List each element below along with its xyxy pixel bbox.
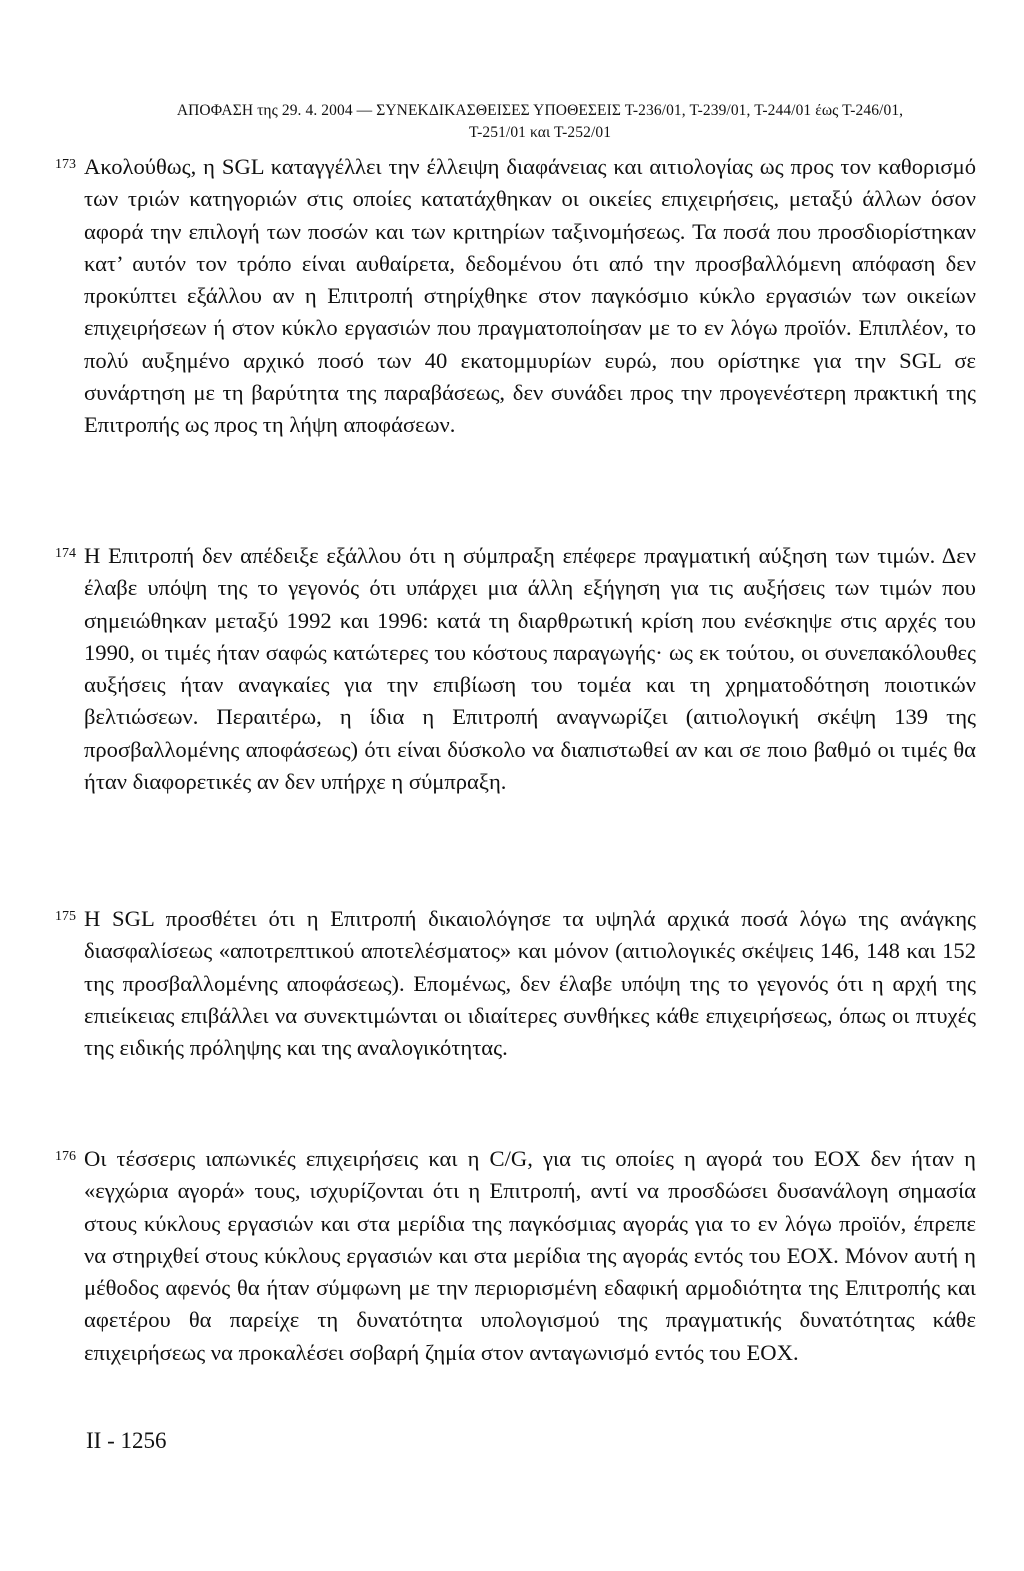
header-line-2: Τ-251/01 και Τ-252/01 (468, 124, 612, 141)
paragraph-text: Η Επιτροπή δεν απέδειξε εξάλλου ότι η σύμπραξη επέφερε πραγματική αύξηση των τιμών. Δεν έλαβε υπόψη της το γεγονός ότι υπάρχει μια άλλη εξήγηση για τις αυξήσεις των τιμών που σημειώθηκαν μεταξύ 1992 και 1996: κατά τη διαρθρωτική κρίση που ενέσκηψε στις αρχές του 1990, οι τιμές ήταν σαφώς κατώτερες του κόστους παραγωγής· ως εκ τούτου, οι συνεπακόλουθες αυξήσεις ήταν αναγκαίες για την επιβίωση του τομέα και τη χρηματοδότηση ποιοτικών βελτιώσεων. Περαιτέρω, η ίδια η Επιτροπή αναγνωρίζει (αιτιολογική σκέψη 139 της προσβαλλομένης αποφάσεως) ότι είναι δύσκολο να διαπιστωθεί αν και σε ποιο βαθμό οι τιμές θα ήταν διαφορετικές αν δεν υπήρχε η σύμπραξη. (84, 543, 976, 795)
paragraph-text: Ακολούθως, η SGL καταγγέλλει την έλλειψη διαφάνειας και αιτιολογίας ως προς τον καθορισμό των τριών κατηγοριών στις οποίες κατατάχθηκαν οι οικείες επιχειρήσεις, μεταξύ άλλων όσον αφορά την επιλογή των ποσών και των κριτηρίων ταξινομήσεως. Τα ποσά που προσδιορίστηκαν κατ’ αυτόν τον τρόπο είναι αυθαίρετα, δεδομένου ότι από την προσβαλλόμενη απόφαση δεν προκύπτει εξάλλου αν η Επιτροπή στηρίχθηκε στον παγκόσμιο κύκλο εργασιών των οικείων επιχειρήσεων ή στον κύκλο εργασιών που πραγματοποίησαν με το εν λόγω προϊόν. Επιπλέον, το πολύ αυξημένο αρχικό ποσό των 40 εκατομμυρίων ευρώ, που ορίστηκε για την SGL σε συνάρτηση με τη βαρύτητα της παραβάσεως, δεν συνάδει προς την προγενέστερη πρακτική της Επιτροπής ως προς τη λήψη αποφάσεων. (84, 154, 976, 438)
paragraph-number: 174 (55, 546, 76, 561)
paragraph-number: 173 (55, 157, 76, 172)
running-header (90, 100, 990, 144)
page-number: II - 1256 (86, 1428, 167, 1453)
paragraph-number: 175 (55, 909, 76, 924)
paragraph-text: Η SGL προσθέτει ότι η Επιτροπή δικαιολόγησε τα υψηλά αρχικά ποσά λόγω της ανάγκης διασφαλίσεως «αποτρεπτικού αποτελέσματος» και μόνον (αιτιολογικές σκέψεις 146, 148 και 152 της προσβαλλομένης αποφάσεως). Επομένως, δεν έλαβε υπόψη της το γεγονός ότι η αρχή της επιείκειας επιβάλλει να συνεκτιμώνται οι ιδιαίτερες συνθήκες κάθε επιχειρήσεως, όπως οι πτυχές της ειδικής πρόληψης και της αναλογικότητας. (84, 906, 976, 1061)
paragraph-text: Οι τέσσερις ιαπωνικές επιχειρήσεις και η C/G, για τις οποίες η αγορά του ΕΟΧ δεν ήταν η «εγχώρια αγορά» τους, ισχυρίζονται ότι η Επιτροπή, αντί να προσδώσει δυσανάλογη σημασία στους κύκλους εργασιών και στα μερίδια της παγκόσμιας αγοράς για το εν λόγω προϊόν, έπρεπε να στηριχθεί στους κύκλους εργασιών και στα μερίδια της αγοράς εντός του ΕΟΧ. Μόνον αυτή η μέθοδος αφενός θα ήταν σύμφωνη με την περιορισμένη εδαφική αρμοδιότητα της Επιτροπής και αφετέρου θα παρείχε τη δυνατότητα υπολογισμού της πραγματικής δυνατότητας κάθε επιχειρήσεως να προκαλέσει σοβαρή ζημία στον ανταγωνισμό εντός του ΕΟΧ. (84, 1146, 976, 1365)
paragraph-number: 176 (55, 1149, 76, 1164)
header-line-1: ΑΠΟΦΑΣΗ της 29. 4. 2004 — ΣΥΝΕΚΔΙΚΑΣΘΕΙΣΕΣ ΥΠΟΘΕΣΕΙΣ Τ-236/01, Τ-239/01, Τ-244/01 έως Τ-246/01, (176, 102, 904, 119)
